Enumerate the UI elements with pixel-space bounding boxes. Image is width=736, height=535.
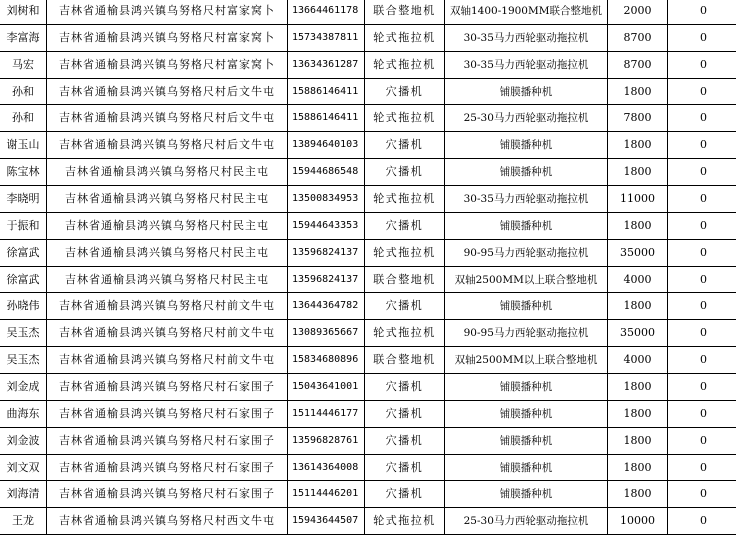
phone-cell: 13500834953 (288, 186, 365, 213)
table-row (0, 132, 736, 159)
model-cell: 铺膜播种机 (445, 132, 608, 159)
table-row (0, 293, 736, 320)
table-row (0, 266, 736, 293)
table-row (0, 105, 736, 132)
phone-cell: 15114446201 (288, 481, 365, 508)
name-cell: 吴玉杰 (0, 320, 47, 347)
phone-cell: 13089365667 (288, 320, 365, 347)
model-cell: 30-35马力西轮驱动拖拉机 (445, 186, 608, 213)
table-row (0, 320, 736, 347)
model-cell: 铺膜播种机 (445, 159, 608, 186)
model-cell: 铺膜播种机 (445, 212, 608, 239)
count-cell: 0 (668, 239, 736, 266)
price-cell: 10000 (608, 508, 668, 535)
model-cell: 双轴2500MM以上联合整地机 (445, 347, 608, 374)
table-row (0, 78, 736, 105)
table-row (0, 427, 736, 454)
machine-type-cell: 穴播机 (365, 293, 445, 320)
machine-type-cell: 联合整地机 (365, 266, 445, 293)
price-cell: 1800 (608, 481, 668, 508)
price-cell: 1800 (608, 293, 668, 320)
price-cell: 8700 (608, 51, 668, 78)
model-cell: 铺膜播种机 (445, 481, 608, 508)
model-cell: 25-30马力西轮驱动拖拉机 (445, 105, 608, 132)
model-cell: 30-35马力西轮驱动拖拉机 (445, 51, 608, 78)
address-cell: 吉林省通榆县鸿兴镇乌努格尺村民主屯 (47, 159, 288, 186)
phone-cell: 15944643353 (288, 212, 365, 239)
table-row (0, 159, 736, 186)
address-cell: 吉林省通榆县鸿兴镇乌努格尺村民主屯 (47, 266, 288, 293)
table-row (0, 51, 736, 78)
phone-cell: 15834680896 (288, 347, 365, 374)
price-cell: 1800 (608, 374, 668, 401)
table-row (0, 0, 736, 24)
price-cell: 4000 (608, 266, 668, 293)
machine-type-cell: 穴播机 (365, 481, 445, 508)
phone-cell: 15943644507 (288, 508, 365, 535)
name-cell: 马宏 (0, 51, 47, 78)
price-cell: 1800 (608, 159, 668, 186)
name-cell: 刘文双 (0, 454, 47, 481)
price-cell: 35000 (608, 320, 668, 347)
price-cell: 35000 (608, 239, 668, 266)
address-cell: 吉林省通榆县鸿兴镇乌努格尺村石家围子 (47, 481, 288, 508)
machine-type-cell: 穴播机 (365, 132, 445, 159)
address-cell: 吉林省通榆县鸿兴镇乌努格尺村石家围子 (47, 427, 288, 454)
name-cell: 刘金成 (0, 374, 47, 401)
count-cell: 0 (668, 212, 736, 239)
phone-cell: 13596824137 (288, 239, 365, 266)
phone-cell: 15043641001 (288, 374, 365, 401)
price-cell: 1800 (608, 78, 668, 105)
phone-cell: 13664461178 (288, 0, 365, 24)
count-cell: 0 (668, 159, 736, 186)
name-cell: 曲海东 (0, 400, 47, 427)
name-cell: 孙晓伟 (0, 293, 47, 320)
table-row (0, 481, 736, 508)
count-cell: 0 (668, 481, 736, 508)
phone-cell: 13634361287 (288, 51, 365, 78)
phone-cell: 15886146411 (288, 78, 365, 105)
name-cell: 吴玉杰 (0, 347, 47, 374)
model-cell: 铺膜播种机 (445, 427, 608, 454)
machine-type-cell: 联合整地机 (365, 347, 445, 374)
name-cell: 刘金波 (0, 427, 47, 454)
address-cell: 吉林省通榆县鸿兴镇乌努格尺村石家围子 (47, 454, 288, 481)
price-cell: 11000 (608, 186, 668, 213)
table-row (0, 186, 736, 213)
table-row (0, 400, 736, 427)
model-cell: 双轴1400-1900MM联合整地机 (445, 0, 608, 24)
model-cell: 30-35马力西轮驱动拖拉机 (445, 24, 608, 51)
table-row (0, 347, 736, 374)
address-cell: 吉林省通榆县鸿兴镇乌努格尺村民主屯 (47, 239, 288, 266)
table-row (0, 454, 736, 481)
price-cell: 2000 (608, 0, 668, 24)
model-cell: 铺膜播种机 (445, 78, 608, 105)
address-cell: 吉林省通榆县鸿兴镇乌努格尺村石家围子 (47, 374, 288, 401)
count-cell: 0 (668, 293, 736, 320)
phone-cell: 15734387811 (288, 24, 365, 51)
phone-cell: 15886146411 (288, 105, 365, 132)
count-cell: 0 (668, 186, 736, 213)
address-cell: 吉林省通榆县鸿兴镇乌努格尺村后文牛屯 (47, 78, 288, 105)
machine-type-cell: 穴播机 (365, 454, 445, 481)
table-row (0, 508, 736, 535)
name-cell: 李晓明 (0, 186, 47, 213)
name-cell: 于振和 (0, 212, 47, 239)
name-cell: 谢玉山 (0, 132, 47, 159)
model-cell: 铺膜播种机 (445, 374, 608, 401)
phone-cell: 13614364008 (288, 454, 365, 481)
phone-cell: 15114446177 (288, 400, 365, 427)
address-cell: 吉林省通榆县鸿兴镇乌努格尺村前文牛屯 (47, 347, 288, 374)
address-cell: 吉林省通榆县鸿兴镇乌努格尺村民主屯 (47, 212, 288, 239)
name-cell: 孙和 (0, 105, 47, 132)
address-cell: 吉林省通榆县鸿兴镇乌努格尺村西文牛屯 (47, 508, 288, 535)
machine-type-cell: 穴播机 (365, 400, 445, 427)
count-cell: 0 (668, 347, 736, 374)
machine-type-cell: 穴播机 (365, 427, 445, 454)
name-cell: 陈宝林 (0, 159, 47, 186)
count-cell: 0 (668, 24, 736, 51)
address-cell: 吉林省通榆县鸿兴镇乌努格尺村富家窝卜 (47, 51, 288, 78)
machine-type-cell: 穴播机 (365, 374, 445, 401)
phone-cell: 15944686548 (288, 159, 365, 186)
machine-type-cell: 轮式拖拉机 (365, 105, 445, 132)
price-cell: 1800 (608, 132, 668, 159)
model-cell: 90-95马力西轮驱动拖拉机 (445, 320, 608, 347)
phone-cell: 13596824137 (288, 266, 365, 293)
machine-type-cell: 穴播机 (365, 159, 445, 186)
count-cell: 0 (668, 105, 736, 132)
name-cell: 王龙 (0, 508, 47, 535)
address-cell: 吉林省通榆县鸿兴镇乌努格尺村富家窝卜 (47, 0, 288, 24)
price-cell: 1800 (608, 454, 668, 481)
count-cell: 0 (668, 374, 736, 401)
name-cell: 徐富武 (0, 266, 47, 293)
price-cell: 1800 (608, 212, 668, 239)
model-cell: 25-30马力西轮驱动拖拉机 (445, 508, 608, 535)
price-cell: 1800 (608, 400, 668, 427)
phone-cell: 13644364782 (288, 293, 365, 320)
name-cell: 孙和 (0, 78, 47, 105)
name-cell: 徐富武 (0, 239, 47, 266)
count-cell: 0 (668, 400, 736, 427)
machine-type-cell: 轮式拖拉机 (365, 508, 445, 535)
address-cell: 吉林省通榆县鸿兴镇乌努格尺村后文牛屯 (47, 132, 288, 159)
machine-type-cell: 穴播机 (365, 212, 445, 239)
count-cell: 0 (668, 132, 736, 159)
count-cell: 0 (668, 508, 736, 535)
price-cell: 8700 (608, 24, 668, 51)
machine-type-cell: 轮式拖拉机 (365, 24, 445, 51)
phone-cell: 13894640103 (288, 132, 365, 159)
table-row (0, 374, 736, 401)
machine-type-cell: 轮式拖拉机 (365, 186, 445, 213)
address-cell: 吉林省通榆县鸿兴镇乌努格尺村民主屯 (47, 186, 288, 213)
address-cell: 吉林省通榆县鸿兴镇乌努格尺村富家窝卜 (47, 24, 288, 51)
count-cell: 0 (668, 51, 736, 78)
name-cell: 刘树和 (0, 0, 47, 24)
machine-type-cell: 联合整地机 (365, 0, 445, 24)
count-cell: 0 (668, 320, 736, 347)
model-cell: 铺膜播种机 (445, 293, 608, 320)
table-row (0, 239, 736, 266)
count-cell: 0 (668, 427, 736, 454)
model-cell: 双轴2500MM以上联合整地机 (445, 266, 608, 293)
count-cell: 0 (668, 266, 736, 293)
machine-type-cell: 穴播机 (365, 78, 445, 105)
price-cell: 1800 (608, 427, 668, 454)
machine-type-cell: 轮式拖拉机 (365, 320, 445, 347)
address-cell: 吉林省通榆县鸿兴镇乌努格尺村前文牛屯 (47, 320, 288, 347)
name-cell: 刘海清 (0, 481, 47, 508)
machine-type-cell: 轮式拖拉机 (365, 51, 445, 78)
count-cell: 0 (668, 78, 736, 105)
model-cell: 铺膜播种机 (445, 400, 608, 427)
model-cell: 90-95马力西轮驱动拖拉机 (445, 239, 608, 266)
address-cell: 吉林省通榆县鸿兴镇乌努格尺村前文牛屯 (47, 293, 288, 320)
price-cell: 7800 (608, 105, 668, 132)
price-cell: 4000 (608, 347, 668, 374)
count-cell: 0 (668, 454, 736, 481)
table-row (0, 24, 736, 51)
address-cell: 吉林省通榆县鸿兴镇乌努格尺村后文牛屯 (47, 105, 288, 132)
model-cell: 铺膜播种机 (445, 454, 608, 481)
count-cell: 0 (668, 0, 736, 24)
table-row (0, 212, 736, 239)
address-cell: 吉林省通榆县鸿兴镇乌努格尺村石家围子 (47, 400, 288, 427)
phone-cell: 13596828761 (288, 427, 365, 454)
name-cell: 李富海 (0, 24, 47, 51)
machine-type-cell: 轮式拖拉机 (365, 239, 445, 266)
